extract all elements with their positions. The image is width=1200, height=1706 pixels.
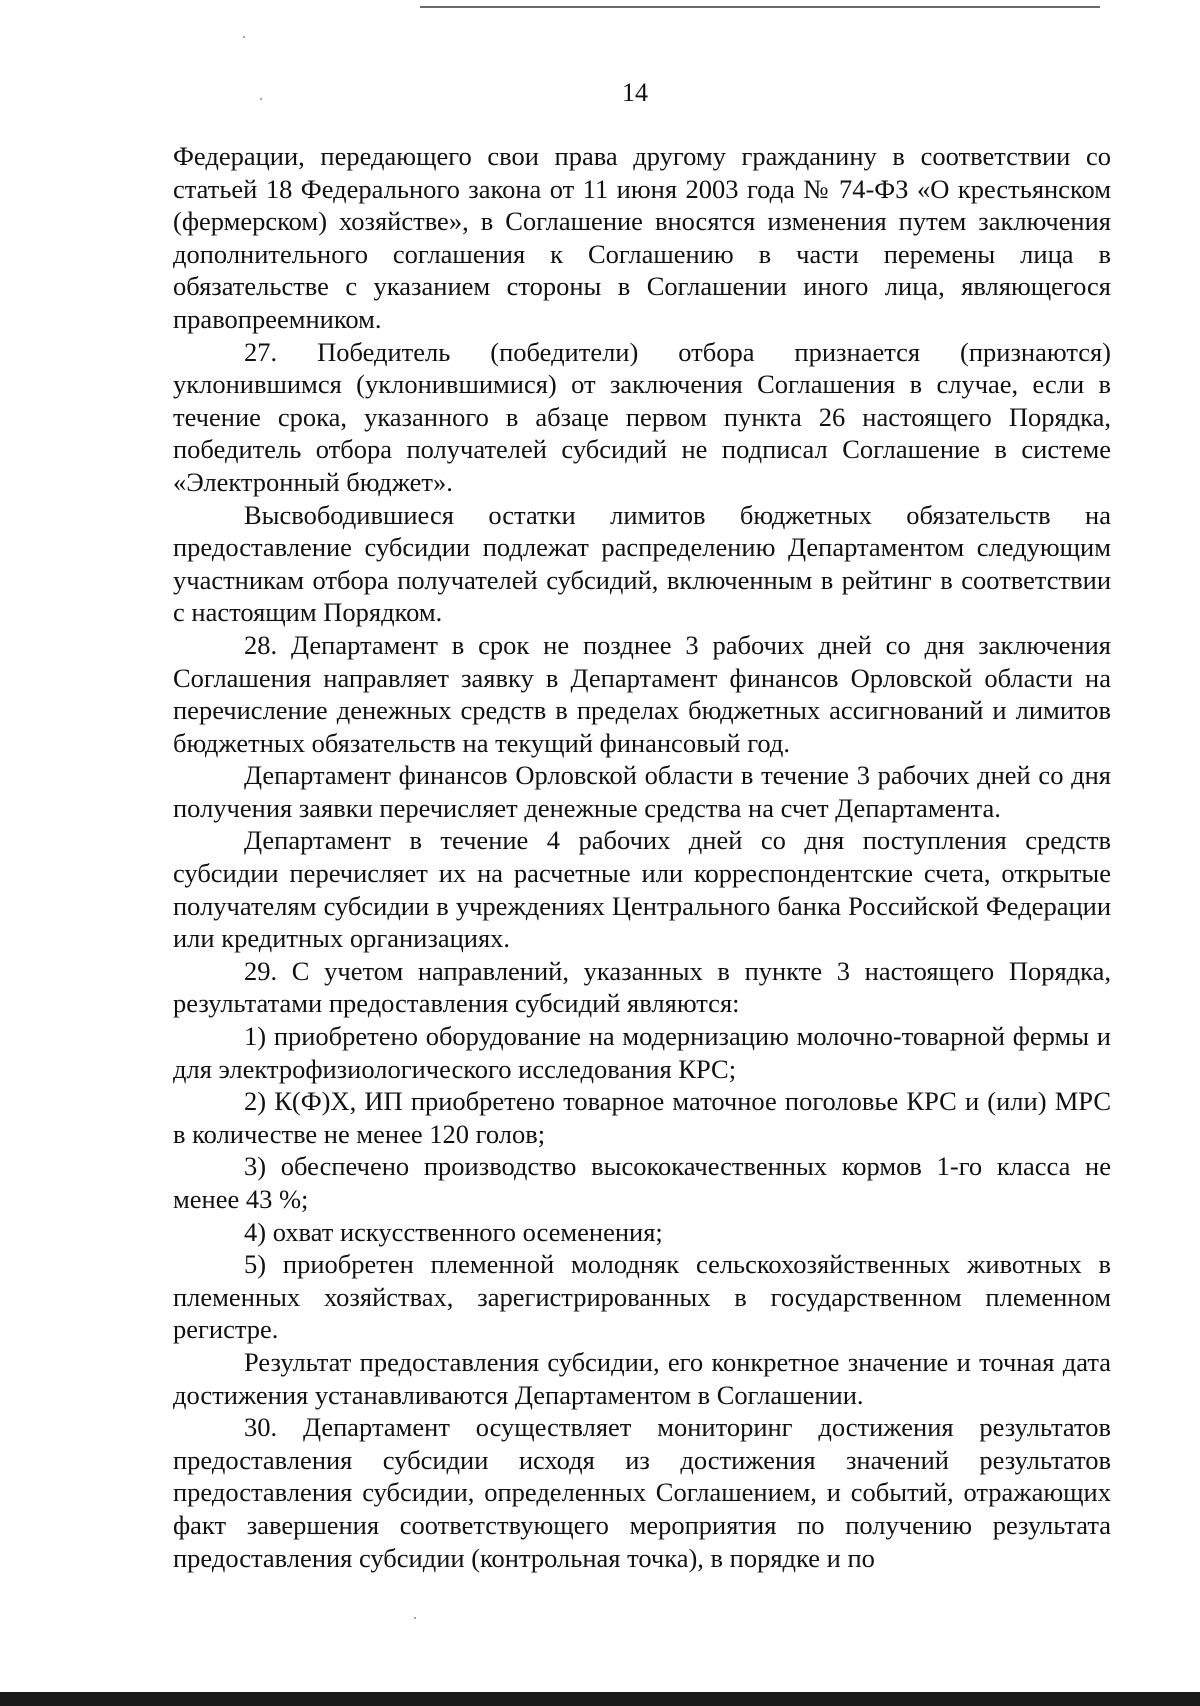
paragraph-clause-29: 29. С учетом направлений, указанных в пункте 3 настоящего Порядка, результатами предоставления субсидий являются:	[173, 955, 1111, 1019]
scan-edge-bar	[0, 1692, 1200, 1706]
paragraph-clause-28: 28. Департамент в срок не позднее 3 рабочих дней со дня заключения Соглашения направляет заявку в Департамент финансов Орловской области на перечисление денежных средств в пределах бюджетных ассигнований и лимитов бюджетных обязательств на текущий финансовый год.	[173, 629, 1111, 758]
paragraph-clause-27: 27. Победитель (победители) отбора признается (признаются) уклонившимся (уклонившимися) от заключения Соглашения в случае, если в течение срока, указанного в абзаце первом пункта 26 настоящего Порядка, победитель отбора получателей субсидий не подписал Соглашение в системе «Электронный бюджет».	[173, 336, 1111, 497]
paragraph-finance-transfer: Департамент финансов Орловской области в течение 3 рабочих дней со дня получения заявки перечисляет денежные средства на счет Департамента.	[173, 760, 1111, 823]
scan-speck	[243, 36, 245, 38]
scan-edge-line	[420, 6, 1100, 8]
list-item-result-3: 3) обеспечено производство высококачественных кормов 1-го класса не менее 43 %;	[173, 1151, 1111, 1214]
paragraph-result-definition: Результат предоставления субсидии, его конкретное значение и точная дата достижения устанавливаются Департаментом в Соглашении.	[173, 1346, 1111, 1410]
document-body	[173, 140, 1111, 1574]
list-item-result-1: 1) приобретено оборудование на модернизацию молочно-товарной фермы и для электрофизиологического исследования КРС;	[173, 1021, 1111, 1084]
paragraph-clause-30: 30. Департамент осуществляет мониторинг достижения результатов предоставления субсидии исходя из достижения значений результатов предоставления субсидии, определенных Соглашением, и событий, отражающих факт завершения соответствующего мероприятия по получению результата предоставления субсидии (контрольная точка), в порядке и по	[173, 1412, 1111, 1573]
paragraph-department-transfer: Департамент в течение 4 рабочих дней со дня поступления средств субсидии перечисляет их на расчетные или корреспондентские счета, открытые получателям субсидии в учреждениях Центрального банка Российской Федерации или кредитных организациях.	[173, 825, 1111, 954]
paragraph-continuation: Федерации, передающего свои права другому гражданину в соответствии со статьей 18 Федерального закона от 11 июня 2003 года № 74-ФЗ «О крестьянском (фермерском) хозяйстве», в Соглашение вносятся изменения путем заключения дополнительного соглашения к Соглашению в части перемены лица в обязательстве с указанием стороны в Соглашении иного лица, являющегося правопреемником.	[173, 141, 1111, 334]
list-item-result-4: 4) охват искусственного осеменения;	[244, 1216, 663, 1247]
scan-speck	[260, 98, 262, 100]
list-item-result-2: 2) К(Ф)Х, ИП приобретено товарное маточное поголовье КРС и (или) МРС в количестве не менее 120 голов;	[173, 1086, 1111, 1149]
list-item-result-5: 5) приобретен племенной молодняк сельскохозяйственных животных в племенных хозяйствах, зарегистрированных в государственном племенном регистре.	[173, 1249, 1111, 1345]
scan-speck	[414, 1617, 416, 1619]
page-number: 14	[622, 78, 648, 107]
paragraph-remaining-limits: Высвободившиеся остатки лимитов бюджетных обязательств на предоставление субсидии подлежат распределению Департаментом следующим участникам отбора получателей субсидий, включенным в рейтинг в соответствии с настоящим Порядком.	[173, 499, 1111, 628]
